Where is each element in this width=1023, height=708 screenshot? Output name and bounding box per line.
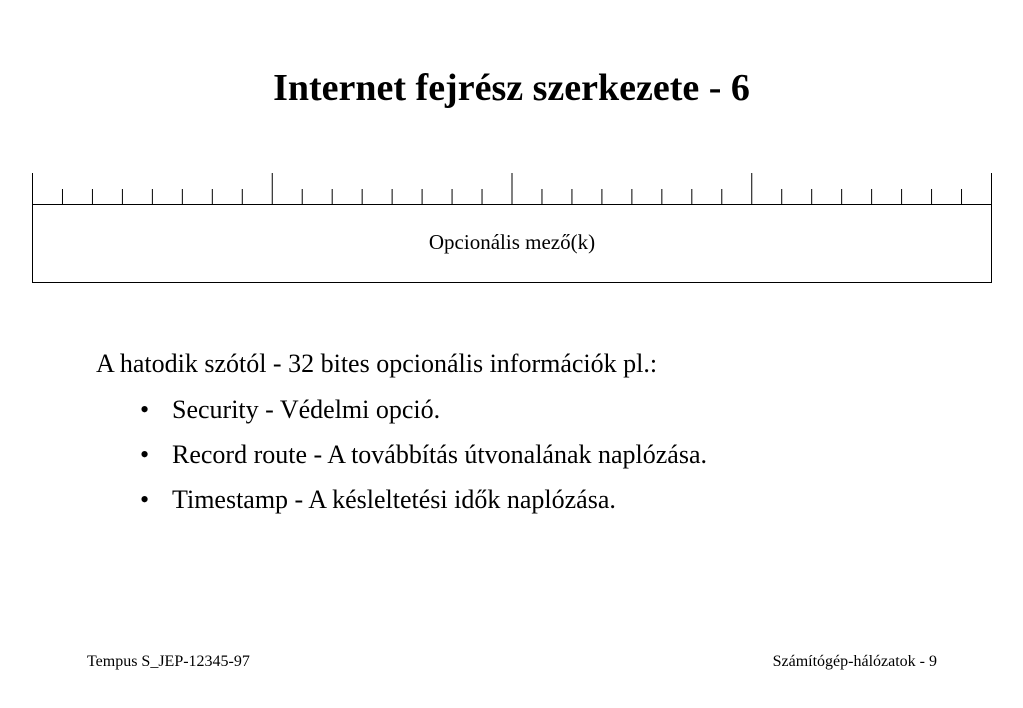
slide-title: Internet fejrész szerkezete - 6 xyxy=(273,67,750,109)
list-item xyxy=(140,438,707,483)
optional-field-label: Opcionális mező(k) xyxy=(428,230,596,254)
bullet-list xyxy=(140,393,707,528)
footer-page-label: Számítógép-hálózatok - 9 xyxy=(772,653,937,670)
list-item xyxy=(140,483,707,528)
bullet-dot: • xyxy=(140,485,150,514)
list-item xyxy=(140,393,707,438)
list-item-text: Security - Védelmi opció. xyxy=(172,395,441,424)
footer-course-code: Tempus S_JEP-12345-97 xyxy=(87,653,250,670)
bit-ruler xyxy=(33,173,992,205)
list-item-text: Timestamp - A késleltetési idők naplózása. xyxy=(172,485,616,514)
bullet-dot: • xyxy=(140,440,150,469)
intro-text: A hatodik szótól - 32 bites opcionális információk pl.: xyxy=(96,349,658,378)
bullet-dot: • xyxy=(140,395,150,424)
list-item-text: Record route - A továbbítás útvonalának naplózása. xyxy=(172,440,708,469)
